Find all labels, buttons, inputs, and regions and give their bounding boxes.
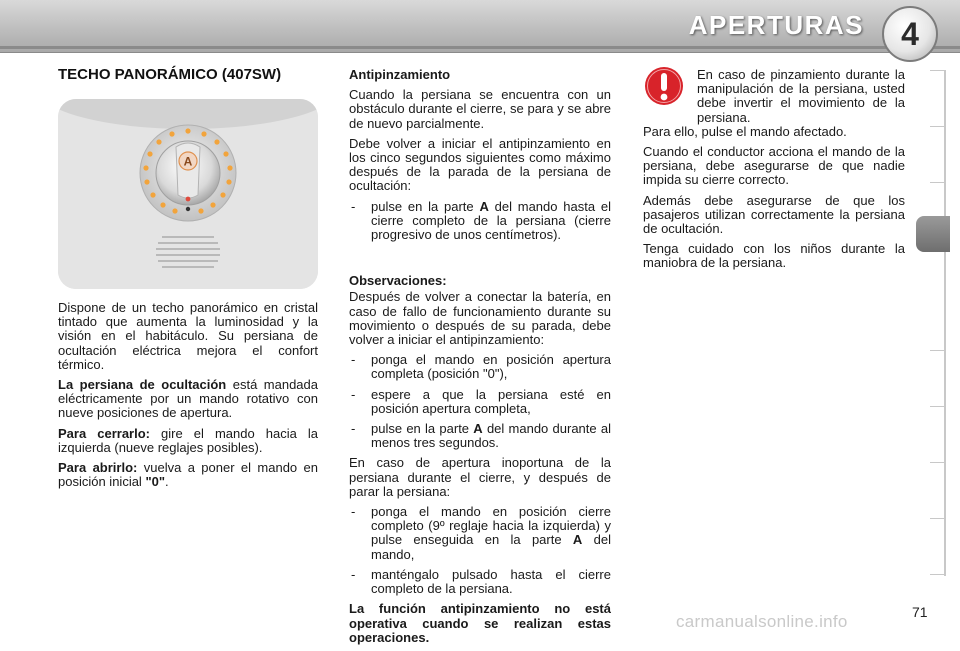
- list-item: - ponga el mando en posición apertura completa (posición "0"),: [349, 353, 611, 381]
- intro-paragraph: Dispone de un techo panorámico en cristal tintado que aumenta la luminosidad y la visión en el habitáculo. Su persiana de ocultación eléctrica mejora el confort térmico.: [58, 300, 318, 372]
- list-item-text: del mando hasta el cierre completo de la persiana (cierre progresivo de unos centímetros).: [371, 198, 611, 243]
- observations-paragraph-2: En caso de apertura inoportuna de la persiana durante el cierre, y después de parar la persiana:: [349, 455, 611, 499]
- chapter-tab-strip: [924, 70, 946, 576]
- tab-tick: [930, 126, 944, 127]
- antipinch-paragraph-2: Debe volver a iniciar el antipinzamiento en los cinco segundos siguientes como máximo después de la parada de la persiana de ocultación:: [349, 135, 611, 194]
- list-item-text: pulse en la parte: [371, 198, 480, 214]
- section-title: APERTURAS: [688, 10, 864, 40]
- close-text: gire el mando hacia la izquierda (nueve reglajes posibles).: [58, 425, 318, 455]
- close-heading: Para cerrarlo:: [58, 425, 150, 441]
- key-a: A: [572, 532, 583, 548]
- right-paragraph-4: Tenga cuidado con los niños durante la maniobra de la persiana.: [643, 241, 905, 271]
- left-column: [58, 301, 318, 495]
- active-chapter-tab[interactable]: [916, 216, 950, 252]
- warning-paragraph: En caso de pinzamiento durante la manipulación de la persiana, usted debe invertir el movimiento de la persiana.: [697, 67, 905, 125]
- key-a: A: [473, 421, 483, 437]
- list-item: [349, 422, 611, 450]
- right-paragraph-2: Cuando el conductor acciona el mando de la persiana, debe asegurarse de que nadie impida su cierre correcto.: [643, 144, 905, 188]
- tab-tick: [930, 406, 944, 407]
- antipinch-list: [349, 200, 611, 243]
- right-column: [643, 68, 905, 277]
- antipinch-paragraph-1: Cuando la persiana se encuentra con un obstáculo durante el cierre, se para y se abre de nuevo parcialmente.: [349, 87, 611, 131]
- page-title: TECHO PANORÁMICO (407SW): [58, 66, 282, 83]
- figure-label-a: A: [183, 154, 193, 169]
- tab-tick: [930, 70, 944, 71]
- antipinch-heading: Antipinzamiento: [349, 67, 451, 82]
- right-paragraph-3: Además debe asegurarse de que los pasajeros utilizan correctamente la persiana de ocultación.: [643, 192, 905, 237]
- blind-text: está mandada eléctricamente por un mando rotativo con nueve posiciones de apertura.: [58, 377, 319, 421]
- list-item-text: del mando durante al menos tres segundos.: [371, 421, 611, 451]
- open-value: "0": [145, 474, 165, 490]
- tab-tick: [930, 518, 944, 519]
- tab-tick: [930, 182, 944, 183]
- middle-column: [349, 68, 611, 651]
- list-item: - espere a que la persiana esté en posición apertura completa,: [349, 388, 611, 416]
- tab-tick: [930, 574, 944, 575]
- chapter-badge: 4: [882, 6, 938, 62]
- list-item: [349, 505, 611, 562]
- roof-blind-control-illustration: [58, 99, 318, 289]
- page-number: 71: [912, 604, 928, 620]
- header-stripe: [0, 46, 960, 49]
- list-item-text: pulse en la parte: [371, 421, 474, 437]
- list-item: - manténgalo pulsado hasta el cierre completo de la persiana.: [349, 568, 611, 596]
- observations-heading: Observaciones:: [349, 273, 447, 289]
- right-paragraph-1: Para ello, pulse el mando afectado.: [643, 123, 847, 139]
- open-heading: Para abrirlo:: [58, 460, 138, 476]
- list-item-text: del mando,: [371, 532, 611, 562]
- close-paragraph: [58, 427, 318, 455]
- list-item-text: ponga el mando en posición cierre completo (9º reglaje hacia la izquierda) y pulse enseguida en la parte: [371, 504, 611, 548]
- open-paragraph: [58, 461, 318, 489]
- open-text: vuelva a poner el mando en posición inicial: [58, 460, 318, 490]
- list-item: [349, 200, 611, 243]
- key-a: A: [479, 198, 489, 214]
- tab-tick: [930, 462, 944, 463]
- observations-paragraph-1: Después de volver a conectar la batería, en caso de fallo de funcionamiento durante su movimiento o después de su parada, debe volver a iniciar el antipinzamiento:: [349, 289, 611, 348]
- blind-paragraph: [58, 378, 318, 421]
- open-end: .: [165, 474, 169, 490]
- observations-list-2: [349, 505, 611, 596]
- blind-heading: La persiana de ocultación: [58, 377, 227, 393]
- antipinch-disabled-note: La función antipinzamiento no está operativa cuando se realizan estas operaciones.: [349, 601, 611, 645]
- control-knob-drawing: [58, 99, 318, 289]
- observations-list-1: [349, 353, 611, 450]
- watermark: carmanualsonline.info: [676, 612, 848, 631]
- tab-tick: [930, 350, 944, 351]
